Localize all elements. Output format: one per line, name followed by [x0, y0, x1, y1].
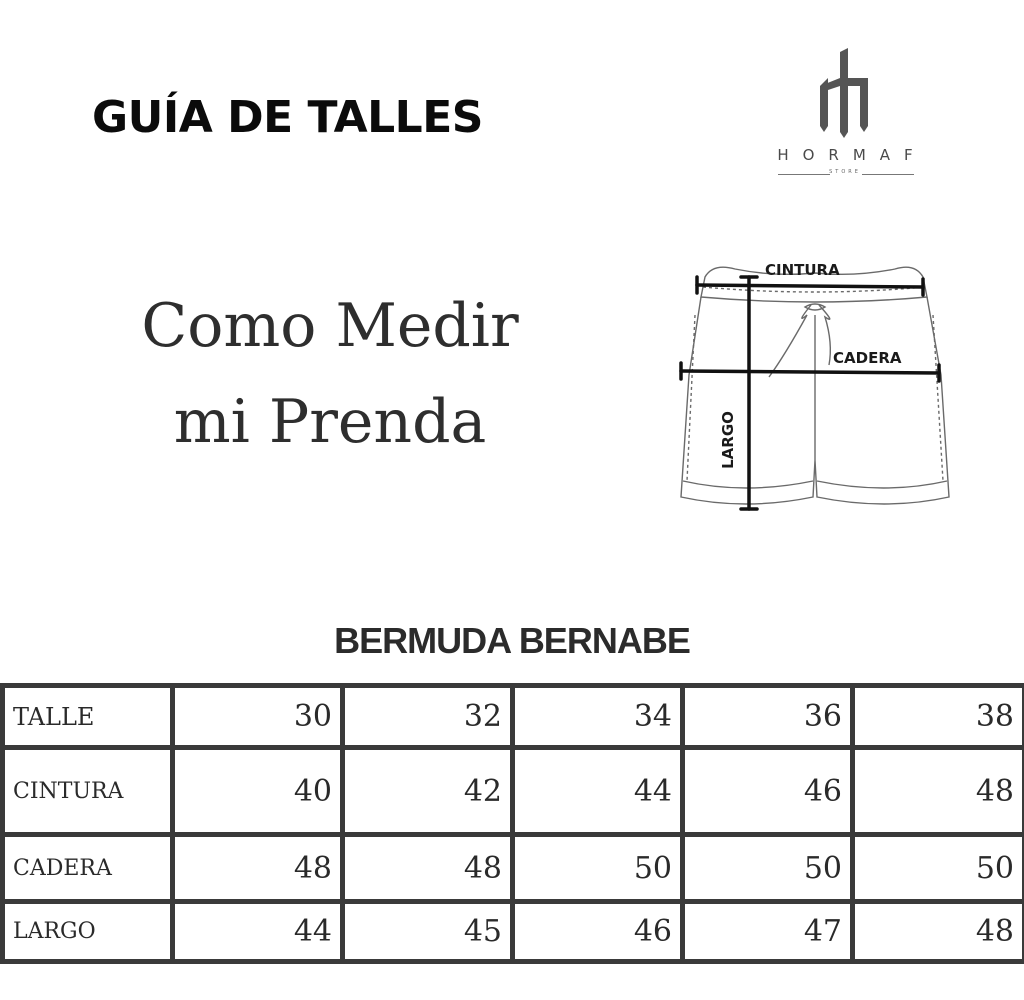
table-cell: 36 — [683, 686, 853, 748]
table-cell: 48 — [343, 835, 513, 902]
row-label-largo: LARGO — [3, 902, 173, 962]
table-cell: 48 — [173, 835, 343, 902]
table-cell: 45 — [343, 902, 513, 962]
table-cell: 50 — [683, 835, 853, 902]
cintura-label: CINTURA — [765, 261, 840, 279]
table-cell: 47 — [683, 902, 853, 962]
how-to-measure-heading — [120, 278, 540, 470]
table-cell: 34 — [513, 686, 683, 748]
how-to-line-2: mi Prenda — [173, 387, 487, 457]
table-cell: 44 — [513, 748, 683, 835]
table-cell: 30 — [173, 686, 343, 748]
hormaf-monogram-icon — [750, 48, 940, 143]
table-cell: 46 — [683, 748, 853, 835]
largo-label: LARGO — [718, 411, 737, 469]
table-cell: 42 — [343, 748, 513, 835]
table-cell: 32 — [343, 686, 513, 748]
table-cell: 48 — [853, 902, 1024, 962]
brand-subtitle: STORE — [829, 169, 861, 175]
table-cell: 46 — [513, 902, 683, 962]
table-cell: 38 — [853, 686, 1024, 748]
product-name: BERMUDA BERNABE — [334, 620, 690, 661]
brand-name: HORMAF — [777, 146, 927, 164]
size-chart-table — [0, 683, 1024, 964]
brand-logo — [750, 48, 940, 188]
table-row-cintura — [3, 748, 1024, 835]
page-title: GUÍA DE TALLES — [92, 92, 483, 143]
row-label-talle: TALLE — [3, 686, 173, 748]
shorts-diagram — [665, 255, 965, 530]
table-cell: 44 — [173, 902, 343, 962]
cadera-label: CADERA — [833, 349, 902, 367]
table-cell: 50 — [853, 835, 1024, 902]
brand-divider-right — [862, 174, 914, 175]
row-label-cadera: CADERA — [3, 835, 173, 902]
how-to-line-1: Como Medir — [141, 291, 519, 361]
table-cell: 40 — [173, 748, 343, 835]
table-cell: 50 — [513, 835, 683, 902]
shorts-illustration-icon — [665, 255, 965, 530]
table-row-talle — [3, 686, 1024, 748]
table-cell: 48 — [853, 748, 1024, 835]
row-label-cintura: CINTURA — [3, 748, 173, 835]
table-row-cadera — [3, 835, 1024, 902]
table-row-largo — [3, 902, 1024, 962]
